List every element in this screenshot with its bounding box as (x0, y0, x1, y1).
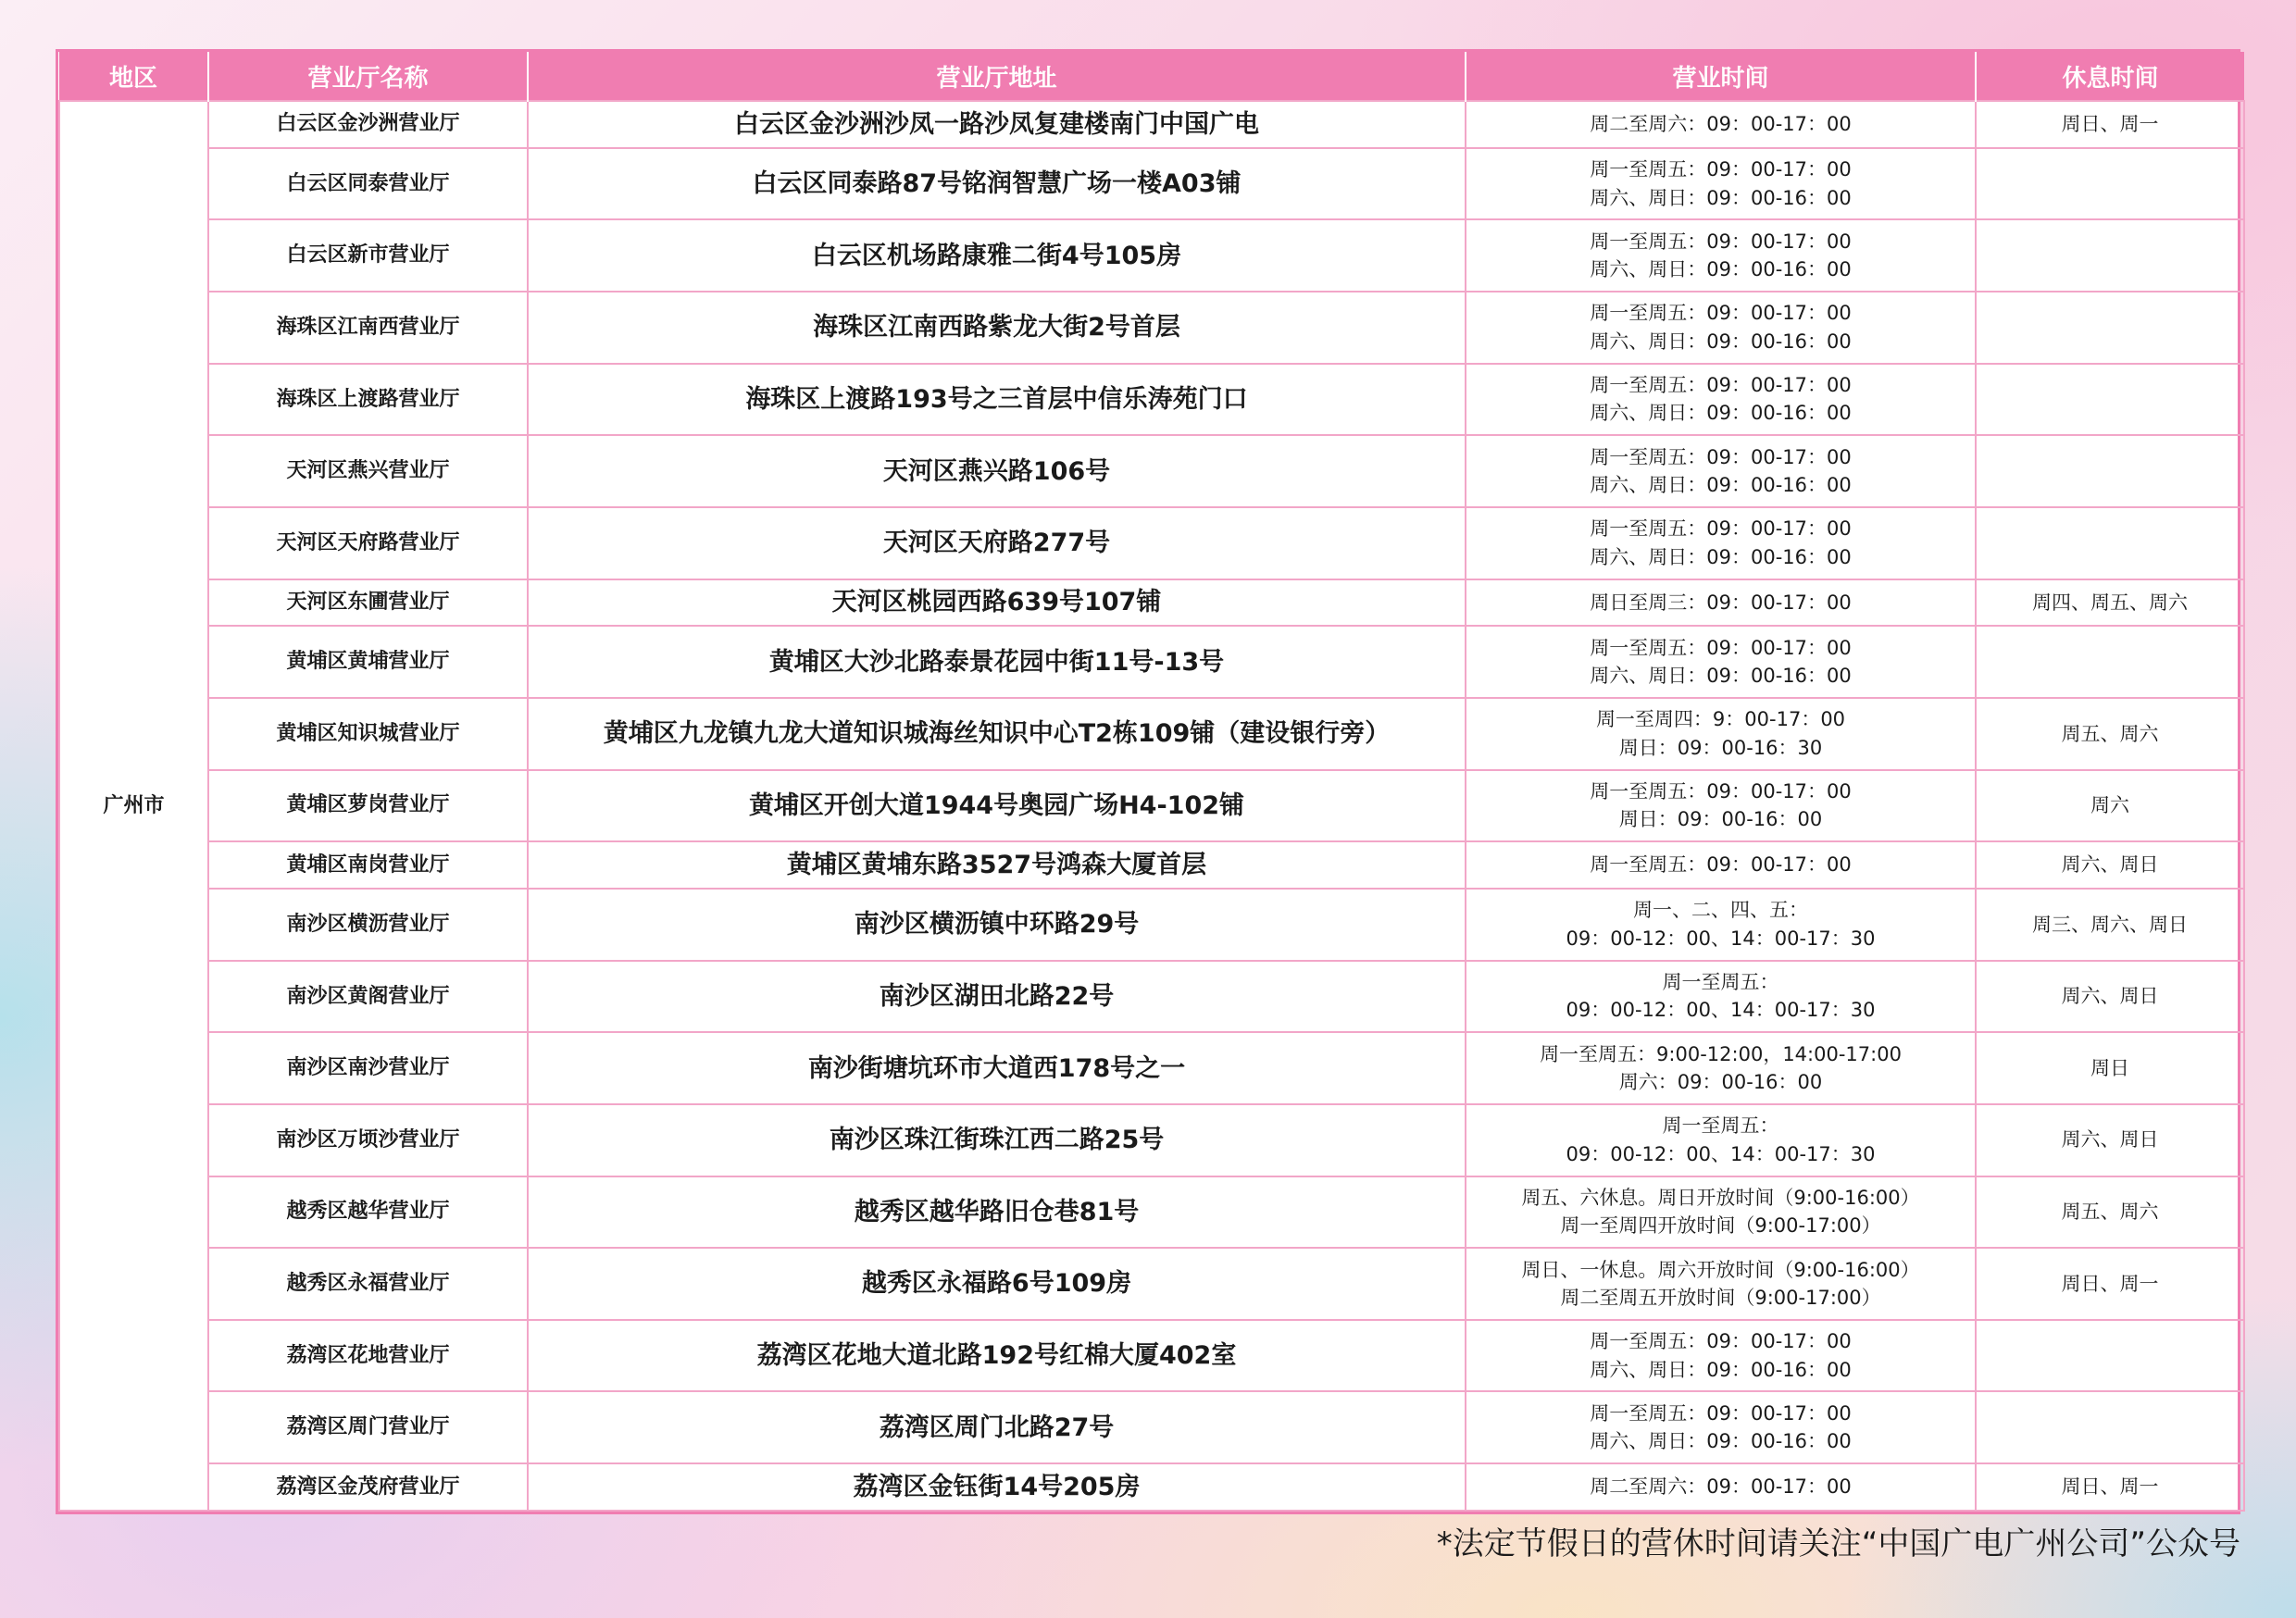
hall-hours-cell (1466, 1463, 1976, 1511)
hall-address-cell: 南沙区湖田北路22号 (528, 961, 1466, 1033)
hall-name-cell: 海珠区江南西营业厅 (208, 292, 528, 364)
table-row (59, 1248, 2244, 1320)
hall-hours-cell (1466, 841, 1976, 889)
hall-hours-cell (1466, 1391, 1976, 1463)
header-hours: 营业时间 (1466, 52, 1976, 101)
hours-line: 周六、周日：09：00-16：00 (1590, 474, 1852, 497)
hall-address-cell: 白云区金沙洲沙凤一路沙凤复建楼南门中国广电 (528, 101, 1466, 148)
hours-line: 周一至周五：09：00-17：00 (1590, 636, 1852, 659)
hall-rest-cell: 周日、周一 (1976, 1248, 2244, 1320)
hours-line: 周一至周五：09：00-17：00 (1590, 517, 1852, 541)
hours-line: 周日、一休息。周六开放时间（9:00-16:00） (1521, 1258, 1920, 1281)
hall-hours-cell (1466, 364, 1976, 436)
hours-line: 周一至周五：09：00-17：00 (1590, 779, 1852, 803)
hours-line: 周六、周日：09：00-16：00 (1590, 258, 1852, 281)
header-name: 营业厅名称 (208, 52, 528, 101)
table-row (59, 698, 2244, 770)
hall-hours-cell (1466, 889, 1976, 961)
hall-rest-cell: 周六 (1976, 770, 2244, 842)
hall-name-cell: 天河区东圃营业厅 (208, 579, 528, 627)
hall-hours-cell (1466, 1320, 1976, 1392)
table-row (59, 889, 2244, 961)
table-row (59, 770, 2244, 842)
hours-line: 周一至周五：9:00-12:00，14:00-17:00 (1540, 1042, 1902, 1065)
hall-rest-cell: 周六、周日 (1976, 1104, 2244, 1176)
hall-address-cell: 天河区燕兴路106号 (528, 435, 1466, 507)
hours-line: 周一至周五：09：00-17：00 (1590, 158, 1852, 181)
hall-address-cell: 天河区桃园西路639号107铺 (528, 579, 1466, 627)
hours-line: 周日：09：00-16：00 (1618, 808, 1823, 831)
hours-line: 周日：09：00-16：30 (1618, 736, 1823, 759)
hours-line: 周一至周五： (1662, 1114, 1779, 1138)
holiday-footnote: *法定节假日的营休时间请关注“中国广电广州公司”公众号 (1436, 1525, 2240, 1562)
hall-rest-cell: 周日、周一 (1976, 101, 2244, 148)
hall-address-cell: 天河区天府路277号 (528, 507, 1466, 579)
hours-line: 09：00-12：00、14：00-17：30 (1566, 999, 1876, 1022)
hall-rest-cell: 周六、周日 (1976, 841, 2244, 889)
table-row (59, 101, 2244, 148)
region-cell: 广州市 (59, 101, 208, 1511)
hall-address-cell: 南沙区珠江街珠江西二路25号 (528, 1104, 1466, 1176)
hall-hours-cell (1466, 698, 1976, 770)
hours-line: 周一至周五：09：00-17：00 (1590, 445, 1852, 468)
hall-name-cell: 越秀区越华营业厅 (208, 1176, 528, 1249)
hours-line: 09：00-12：00、14：00-17：30 (1566, 1142, 1876, 1165)
hours-line: 周五、六休息。周日开放时间（9:00-16:00） (1521, 1186, 1920, 1209)
hours-line: 周二至周六：09：00-17：00 (1590, 113, 1852, 136)
table-row (59, 219, 2244, 292)
hall-name-cell: 黄埔区知识城营业厅 (208, 698, 528, 770)
hall-name-cell: 南沙区万顷沙营业厅 (208, 1104, 528, 1176)
hall-address-cell: 越秀区永福路6号109房 (528, 1248, 1466, 1320)
table-row (59, 626, 2244, 698)
hall-name-cell: 南沙区黄阁营业厅 (208, 961, 528, 1033)
hall-hours-cell (1466, 1104, 1976, 1176)
hours-line: 周一至周五：09：00-17：00 (1590, 302, 1852, 325)
table-row (59, 1104, 2244, 1176)
header-address: 营业厅地址 (528, 52, 1466, 101)
hall-hours-cell (1466, 1248, 1976, 1320)
hours-line: 周一至周五：09：00-17：00 (1590, 374, 1852, 397)
table-row (59, 1032, 2244, 1104)
hall-hours-cell (1466, 148, 1976, 220)
hall-hours-cell (1466, 292, 1976, 364)
table-header-row (59, 52, 2244, 101)
hall-hours-cell (1466, 770, 1976, 842)
hall-address-cell: 黄埔区九龙镇九龙大道知识城海丝知识中心T2栋109铺（建设银行旁） (528, 698, 1466, 770)
hall-rest-cell: 周五、周六 (1976, 698, 2244, 770)
table-row (59, 1320, 2244, 1392)
hall-rest-cell (1976, 148, 2244, 220)
hall-hours-cell (1466, 1032, 1976, 1104)
hours-line: 周二至周五开放时间（9:00-17:00） (1560, 1286, 1881, 1309)
hall-address-cell: 黄埔区大沙北路泰景花园中街11号-13号 (528, 626, 1466, 698)
hall-rest-cell (1976, 364, 2244, 436)
hall-hours-cell (1466, 626, 1976, 698)
hall-address-cell: 荔湾区金钰街14号205房 (528, 1463, 1466, 1511)
table-row (59, 507, 2244, 579)
table-row (59, 841, 2244, 889)
hours-line: 周六、周日：09：00-16：00 (1590, 665, 1852, 688)
hours-line: 周二至周六：09：00-17：00 (1590, 1475, 1852, 1499)
table-row (59, 364, 2244, 436)
table-row (59, 1463, 2244, 1511)
hall-hours-cell (1466, 579, 1976, 627)
hall-hours-cell (1466, 961, 1976, 1033)
hall-rest-cell (1976, 1391, 2244, 1463)
hall-name-cell: 荔湾区花地营业厅 (208, 1320, 528, 1392)
hall-rest-cell (1976, 626, 2244, 698)
hall-rest-cell: 周日、周一 (1976, 1463, 2244, 1511)
hall-name-cell: 黄埔区南岗营业厅 (208, 841, 528, 889)
hours-line: 周六、周日：09：00-16：00 (1590, 1430, 1852, 1453)
hall-hours-cell (1466, 507, 1976, 579)
hall-rest-cell: 周六、周日 (1976, 961, 2244, 1033)
hall-name-cell: 天河区天府路营业厅 (208, 507, 528, 579)
hall-name-cell: 黄埔区萝岗营业厅 (208, 770, 528, 842)
service-hall-table-container (56, 49, 2240, 1514)
hall-rest-cell (1976, 292, 2244, 364)
hall-name-cell: 海珠区上渡路营业厅 (208, 364, 528, 436)
hall-name-cell: 天河区燕兴营业厅 (208, 435, 528, 507)
hall-name-cell: 南沙区南沙营业厅 (208, 1032, 528, 1104)
hours-line: 周一、二、四、五： (1633, 899, 1808, 922)
table-row (59, 1391, 2244, 1463)
table-row (59, 292, 2244, 364)
table-row (59, 148, 2244, 220)
table-row (59, 961, 2244, 1033)
hours-line: 周一至周五：09：00-17：00 (1590, 1330, 1852, 1353)
hall-hours-cell (1466, 435, 1976, 507)
hall-name-cell: 白云区新市营业厅 (208, 219, 528, 292)
hall-address-cell: 荔湾区花地大道北路192号红棉大厦402室 (528, 1320, 1466, 1392)
table-row (59, 1176, 2244, 1249)
hours-line: 周一至周四：9：00-17：00 (1595, 708, 1846, 731)
hall-address-cell: 荔湾区周门北路27号 (528, 1391, 1466, 1463)
hall-name-cell: 荔湾区周门营业厅 (208, 1391, 528, 1463)
hours-line: 周六：09：00-16：00 (1618, 1071, 1823, 1094)
hall-address-cell: 海珠区上渡路193号之三首层中信乐涛苑门口 (528, 364, 1466, 436)
hall-rest-cell (1976, 435, 2244, 507)
table-row (59, 435, 2244, 507)
hours-line: 周六、周日：09：00-16：00 (1590, 330, 1852, 353)
hours-line: 周六、周日：09：00-16：00 (1590, 1358, 1852, 1381)
hall-address-cell: 黄埔区开创大道1944号奥园广场H4-102铺 (528, 770, 1466, 842)
hall-rest-cell: 周日 (1976, 1032, 2244, 1104)
hall-rest-cell (1976, 507, 2244, 579)
hours-line: 周一至周五：09：00-17：00 (1590, 1401, 1852, 1425)
hall-name-cell: 南沙区横沥营业厅 (208, 889, 528, 961)
hours-line: 周一至周四开放时间（9:00-17:00） (1560, 1214, 1881, 1238)
hours-line: 周六、周日：09：00-16：00 (1590, 186, 1852, 209)
hall-rest-cell (1976, 219, 2244, 292)
hall-name-cell: 白云区金沙洲营业厅 (208, 101, 528, 148)
table-body (59, 101, 2244, 1511)
hall-address-cell: 南沙区横沥镇中环路29号 (528, 889, 1466, 961)
hall-address-cell: 海珠区江南西路紫龙大街2号首层 (528, 292, 1466, 364)
hall-address-cell: 黄埔区黄埔东路3527号鸿森大厦首层 (528, 841, 1466, 889)
hall-address-cell: 南沙街塘坑环市大道西178号之一 (528, 1032, 1466, 1104)
hours-line: 周一至周五： (1662, 971, 1779, 994)
header-region: 地区 (59, 52, 208, 101)
service-hall-table (58, 52, 2245, 1512)
hall-name-cell: 荔湾区金茂府营业厅 (208, 1463, 528, 1511)
hall-rest-cell: 周四、周五、周六 (1976, 579, 2244, 627)
table-row (59, 579, 2244, 627)
hall-rest-cell: 周三、周六、周日 (1976, 889, 2244, 961)
hall-address-cell: 白云区机场路康雅二街4号105房 (528, 219, 1466, 292)
hall-address-cell: 越秀区越华路旧仓巷81号 (528, 1176, 1466, 1249)
hall-rest-cell: 周五、周六 (1976, 1176, 2244, 1249)
hours-line: 周六、周日：09：00-16：00 (1590, 545, 1852, 568)
hall-address-cell: 白云区同泰路87号铭润智慧广场一楼A03铺 (528, 148, 1466, 220)
hours-line: 周日至周三：09：00-17：00 (1590, 591, 1852, 614)
hall-name-cell: 越秀区永福营业厅 (208, 1248, 528, 1320)
header-rest: 休息时间 (1976, 52, 2244, 101)
hours-line: 周六、周日：09：00-16：00 (1590, 402, 1852, 425)
hall-hours-cell (1466, 219, 1976, 292)
hall-hours-cell (1466, 1176, 1976, 1249)
hours-line: 周一至周五：09：00-17：00 (1590, 853, 1852, 877)
hall-hours-cell (1466, 101, 1976, 148)
hours-line: 周一至周五：09：00-17：00 (1590, 230, 1852, 253)
hall-rest-cell (1976, 1320, 2244, 1392)
hall-name-cell: 黄埔区黄埔营业厅 (208, 626, 528, 698)
hours-line: 09：00-12：00、14：00-17：30 (1566, 927, 1876, 950)
hall-name-cell: 白云区同泰营业厅 (208, 148, 528, 220)
